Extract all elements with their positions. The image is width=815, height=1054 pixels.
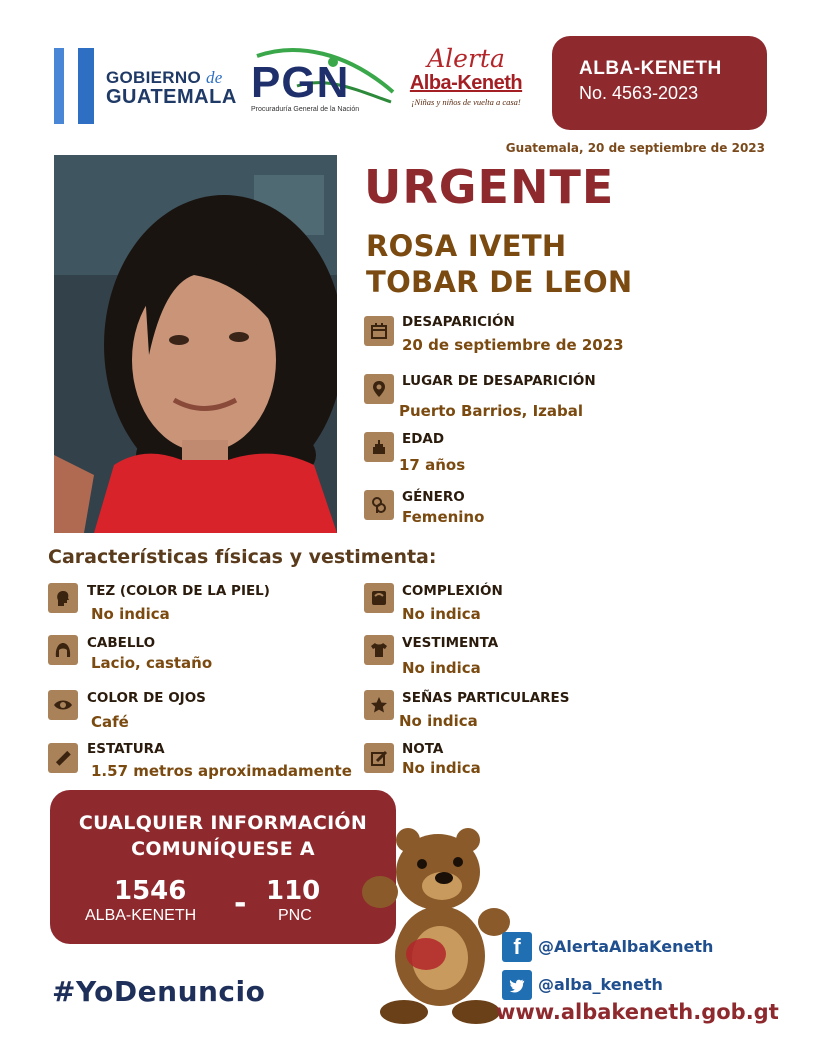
pgn-letters: PGN bbox=[251, 58, 350, 107]
age-value: 17 años bbox=[399, 456, 466, 474]
phone-alba-keneth[interactable]: 1546 bbox=[114, 876, 187, 906]
skin-tone-value: No indica bbox=[91, 605, 170, 623]
contact-box bbox=[50, 790, 396, 944]
distinguishing-marks-label: SEÑAS PARTICULARES bbox=[402, 690, 570, 706]
gobierno-logo-bars bbox=[54, 48, 98, 124]
build-value: No indica bbox=[402, 605, 481, 623]
clothing-label: VESTIMENTA bbox=[402, 635, 499, 651]
location-pin-icon bbox=[364, 374, 394, 404]
gender-icon bbox=[364, 490, 394, 520]
pgn-logo bbox=[237, 46, 397, 120]
hair-label: CABELLO bbox=[87, 635, 156, 651]
pgn-caption: Procuraduría General de la Nación bbox=[251, 106, 360, 113]
height-label: ESTATURA bbox=[87, 741, 165, 757]
age-label: EDAD bbox=[402, 431, 445, 447]
missing-person-photo bbox=[54, 155, 337, 533]
ruler-icon bbox=[48, 743, 78, 773]
location-value: Puerto Barrios, Izabal bbox=[399, 402, 584, 420]
build-label: COMPLEXIÓN bbox=[402, 583, 503, 599]
gender-label: GÉNERO bbox=[402, 489, 465, 505]
note-label: NOTA bbox=[402, 741, 444, 757]
characteristics-title: Características físicas y vestimenta: bbox=[48, 546, 437, 568]
teddy-bear-mascot bbox=[360, 826, 510, 1026]
cake-icon bbox=[364, 432, 394, 462]
facebook-handle[interactable]: @AlertaAlbaKeneth bbox=[538, 937, 714, 956]
height-value: 1.57 metros aproximadamente bbox=[91, 762, 352, 780]
skin-tone-label: TEZ (COLOR DE LA PIEL) bbox=[87, 583, 270, 599]
phone-alba-keneth-label: ALBA-KENETH bbox=[85, 907, 197, 924]
disappearance-date: 20 de septiembre de 2023 bbox=[402, 336, 624, 354]
gender-value: Femenino bbox=[402, 508, 485, 526]
clothing-value: No indica bbox=[402, 659, 481, 677]
scale-icon bbox=[364, 583, 394, 613]
location-label: LUGAR DE DESAPARICIÓN bbox=[402, 373, 596, 389]
hair-icon bbox=[48, 635, 78, 665]
case-number-badge: ALBA-KENETH No. 4563-2023 bbox=[552, 36, 767, 130]
eye-color-label: COLOR DE OJOS bbox=[87, 690, 206, 706]
eye-icon bbox=[48, 690, 78, 720]
person-name-line1: ROSA IVETH bbox=[366, 229, 567, 263]
urgent-heading: URGENTE bbox=[364, 160, 615, 214]
phone-pnc-label: PNC bbox=[278, 907, 312, 924]
hair-value: Lacio, castaño bbox=[91, 654, 213, 672]
star-icon bbox=[364, 690, 394, 720]
shirt-icon bbox=[364, 635, 394, 665]
alba-keneth-logo: Alerta Alba-Keneth ¡Niñas y niños de vuelta a casa! bbox=[409, 44, 523, 107]
contact-line1: CUALQUIER INFORMACIÓN bbox=[78, 812, 368, 834]
website-link[interactable]: www.albakeneth.gob.gt bbox=[496, 1000, 779, 1024]
note-value: No indica bbox=[402, 759, 481, 777]
phone-pnc[interactable]: 110 bbox=[266, 876, 321, 906]
calendar-icon bbox=[364, 316, 394, 346]
head-icon bbox=[48, 583, 78, 613]
disappearance-label: DESAPARICIÓN bbox=[402, 314, 515, 330]
distinguishing-marks-value: No indica bbox=[399, 712, 478, 730]
twitter-handle[interactable]: @alba_keneth bbox=[538, 975, 663, 994]
hashtag: #YoDenuncio bbox=[52, 975, 266, 1008]
twitter-icon[interactable] bbox=[502, 970, 532, 1000]
eye-color-value: Café bbox=[91, 713, 129, 731]
person-name-line2: TOBAR DE LEON bbox=[366, 265, 633, 299]
facebook-icon[interactable]: f bbox=[502, 932, 532, 962]
phone-separator: - bbox=[234, 886, 247, 921]
issue-date: Guatemala, 20 de septiembre de 2023 bbox=[505, 141, 765, 155]
gobierno-logo-text: GOBIERNO de GUATEMALA bbox=[106, 68, 237, 108]
contact-line2: COMUNÍQUESE A bbox=[131, 838, 315, 860]
note-icon bbox=[364, 743, 394, 773]
